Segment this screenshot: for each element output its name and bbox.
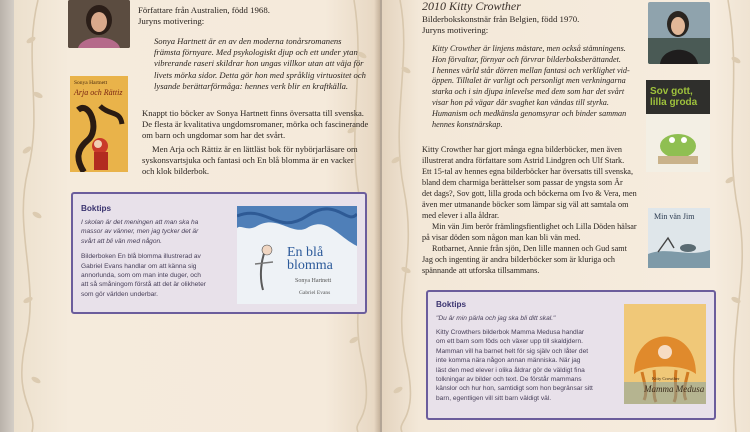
left-body-line: om barn och ungdomar som har det svårt. xyxy=(142,130,286,141)
right-body-line: spännande att utforska tillsammans. xyxy=(422,266,540,275)
left-boktips-heading: Boktips xyxy=(81,204,112,213)
right-body-line: det dags?, Sov gott, lilla groda och böckerna om Ivo & Vera, men xyxy=(422,189,637,198)
right-page-title: 2010 Kitty Crowther xyxy=(422,0,521,13)
right-body-line: Min vän Jim berör främlingsfientlighet och Lilla Döden hälsar xyxy=(432,222,637,231)
left-body-line: De flesta är kvalitativa ungdomsromaner, mörka och fascinerande xyxy=(142,119,369,130)
right-boktips-line: Mamman vill ha barnet helt för sig själv och låter det xyxy=(436,347,589,355)
left-body-line: och klok bilderbok. xyxy=(142,166,210,177)
right-body-line: Ett 15-tal av hennes egna bilderböcker har översatts till svenska, xyxy=(422,167,633,176)
left-boktips-line: massor av vänner, men jag tycker det är xyxy=(81,228,199,236)
vine-ornament-right-inner xyxy=(386,0,416,432)
right-body-line: Kitty Crowther har gjort många egna bilderböcker, men även xyxy=(422,145,622,154)
left-caption-line1: Författare från Australien, född 1968. xyxy=(138,5,270,15)
bla-blomma-title-line1: En blå xyxy=(287,245,324,260)
arja-cover-title: Arja och Rättiz xyxy=(74,88,123,97)
left-boktips-text xyxy=(81,218,241,299)
left-boktips-line: I skolan är det meningen att man ska ha xyxy=(81,219,199,226)
mamma-medusa-cover xyxy=(624,304,706,404)
sov-gott-title xyxy=(650,86,697,108)
vine-ornament-right-outer xyxy=(718,0,748,432)
illustrator-photo xyxy=(648,2,710,64)
mamma-medusa-title: Mamma Medusa xyxy=(644,384,705,394)
right-jury-line: I hennes värld står dörren mellan fantasi och verklighet vid- xyxy=(432,65,630,75)
right-jury-line: Hon förvaltar, förnyar och förvrar bilderboksberättandet. xyxy=(432,54,621,64)
right-boktips-line: känslor och hur hon, samtidigt som hon begränsar sitt xyxy=(436,385,593,393)
left-jury-line: lysande berättarförmåga: hennes verk blir en kraftkälla. xyxy=(154,80,349,91)
right-boktips-line: barn, egentligen vill sitt barn väldigt väl. xyxy=(436,394,552,402)
left-boktips-line: annorlunda, som om man inte duger, och xyxy=(81,272,201,280)
right-body-line: även mer utmanande böcker som lämpar sig väl att samtala om xyxy=(422,200,629,209)
left-caption-line2: Juryns motivering: xyxy=(138,16,205,26)
right-boktips-line: om ett barn som föds och växer upp till skaldjdern. xyxy=(436,338,583,346)
right-boktips-line: tolkningar av bilder och text. De förstår mammans xyxy=(436,376,582,384)
left-body-text xyxy=(142,108,378,177)
mamma-medusa-author: Kitty Crowther xyxy=(652,376,680,381)
left-jury-line: Sonya Hartnett är en av den moderna tonårsromanens xyxy=(154,36,342,46)
bla-blomma-author: Sonya Hartnett xyxy=(295,278,332,284)
sov-gott-lilla-groda-cover xyxy=(646,80,710,172)
left-body-line: Knappt tio böcker av Sonya Hartnett finns översatta till svenska. xyxy=(142,108,364,118)
bla-blomma-title xyxy=(287,246,333,272)
left-boktips-line: Gabriel Evans handlar om att känna sig xyxy=(81,262,197,270)
left-jury-line: livets mörka sidor. Detta gör hon med språklig virtuositet och xyxy=(154,69,366,80)
right-jury-line: Humanism och medkänsla genomsyrar och binder samman xyxy=(432,108,627,118)
right-jury-line: Kitty Crowther är linjens mästare, men också stämningens. xyxy=(432,44,626,53)
right-boktips-line: inte komma nära någon annan människa. När jag xyxy=(436,357,581,365)
right-jury-line: starka och i sin djupa inlevelse med dem som har det svårt xyxy=(432,87,625,97)
left-jury-quote xyxy=(154,36,376,92)
right-body-line: bland dem charmiga berättelser som passar de yngsta som Är xyxy=(422,178,623,187)
right-body-line: Rotbarnet, Annie från sjön, Den lille mannen och Gud samt xyxy=(432,244,627,253)
right-page xyxy=(382,0,750,432)
left-page xyxy=(14,0,380,432)
right-body-line: med elever i alla åldrar. xyxy=(422,211,500,220)
right-boktips-heading: Boktips xyxy=(436,300,467,309)
left-boktips-line: svårt att bli vän med någon. xyxy=(81,237,163,245)
sov-gott-title-line1: Sov gott, xyxy=(650,86,693,97)
right-body-line: Jag och ingenting är andra bilderböcker som är kluriga och xyxy=(422,255,616,264)
right-jury-line: öppen. Tilltalet är varligt och personligt men verkningarna xyxy=(432,76,626,86)
right-body-text xyxy=(422,144,644,276)
left-boktips-line: att så småningom förstå att det är olikheter xyxy=(81,281,206,289)
right-jury-line: hennes konstnärskap. xyxy=(432,119,503,129)
bla-blomma-illustrator: Gabriel Evans xyxy=(299,290,331,296)
vine-ornament-left xyxy=(18,0,48,432)
right-jury-quote xyxy=(432,44,646,130)
right-caption-line1: Bilderbokskonstnär från Belgien, född 1970. xyxy=(422,14,580,24)
left-body-line: Men Arja och Rättiz är en lättläst bok för nybörjarläsare om xyxy=(152,143,358,154)
left-boktips-line: Bilderboken En blå blomma illustrerad av xyxy=(81,253,201,261)
right-boktips-line: Kitty Crowthers bilderbok Mamma Medusa handlar xyxy=(436,329,585,336)
right-boktips-box xyxy=(426,290,716,420)
left-boktips-box xyxy=(71,192,367,314)
min-van-jim-title: Min vän Jim xyxy=(654,212,695,221)
right-boktips-line: läst den med elever i olika åldrar gör de väldigt fina xyxy=(436,366,585,374)
min-van-jim-cover xyxy=(648,208,710,268)
arja-och-rattiz-cover xyxy=(70,76,128,172)
left-boktips-line: som gör världen underbar. xyxy=(81,290,158,298)
left-jury-line: vibrerande raseri skildrar hon ungas villkor utan att väja för xyxy=(154,58,364,69)
right-jury-line: visar hon på vägar där svaghet kan vändas till styrka. xyxy=(432,97,609,107)
right-body-line: illustrerat andra författare som Astrid Lindgren och Ulf Stark. xyxy=(422,156,625,165)
bla-blomma-title-line2: blomma xyxy=(287,258,333,273)
right-caption-line2: Juryns motivering: xyxy=(422,25,489,35)
arja-cover-author: Sonya Hartnett xyxy=(74,80,108,86)
author-photo xyxy=(68,0,130,48)
sov-gott-title-line2: lilla groda xyxy=(650,97,698,108)
left-jury-line: främsta förnyare. Med psykologiskt djup och ett under ytan xyxy=(154,47,358,58)
right-boktips-quote: "Du är min pärla och jag ska bli ditt skal." xyxy=(436,315,556,322)
left-body-line: syskonsvartsjuka och fantasi och En blå blomma är en vacker xyxy=(142,154,354,165)
right-body-line: på visar döden som någon man kan bli vän med. xyxy=(422,233,581,242)
right-boktips-text xyxy=(436,328,632,403)
en-bla-blomma-cover xyxy=(237,206,357,304)
